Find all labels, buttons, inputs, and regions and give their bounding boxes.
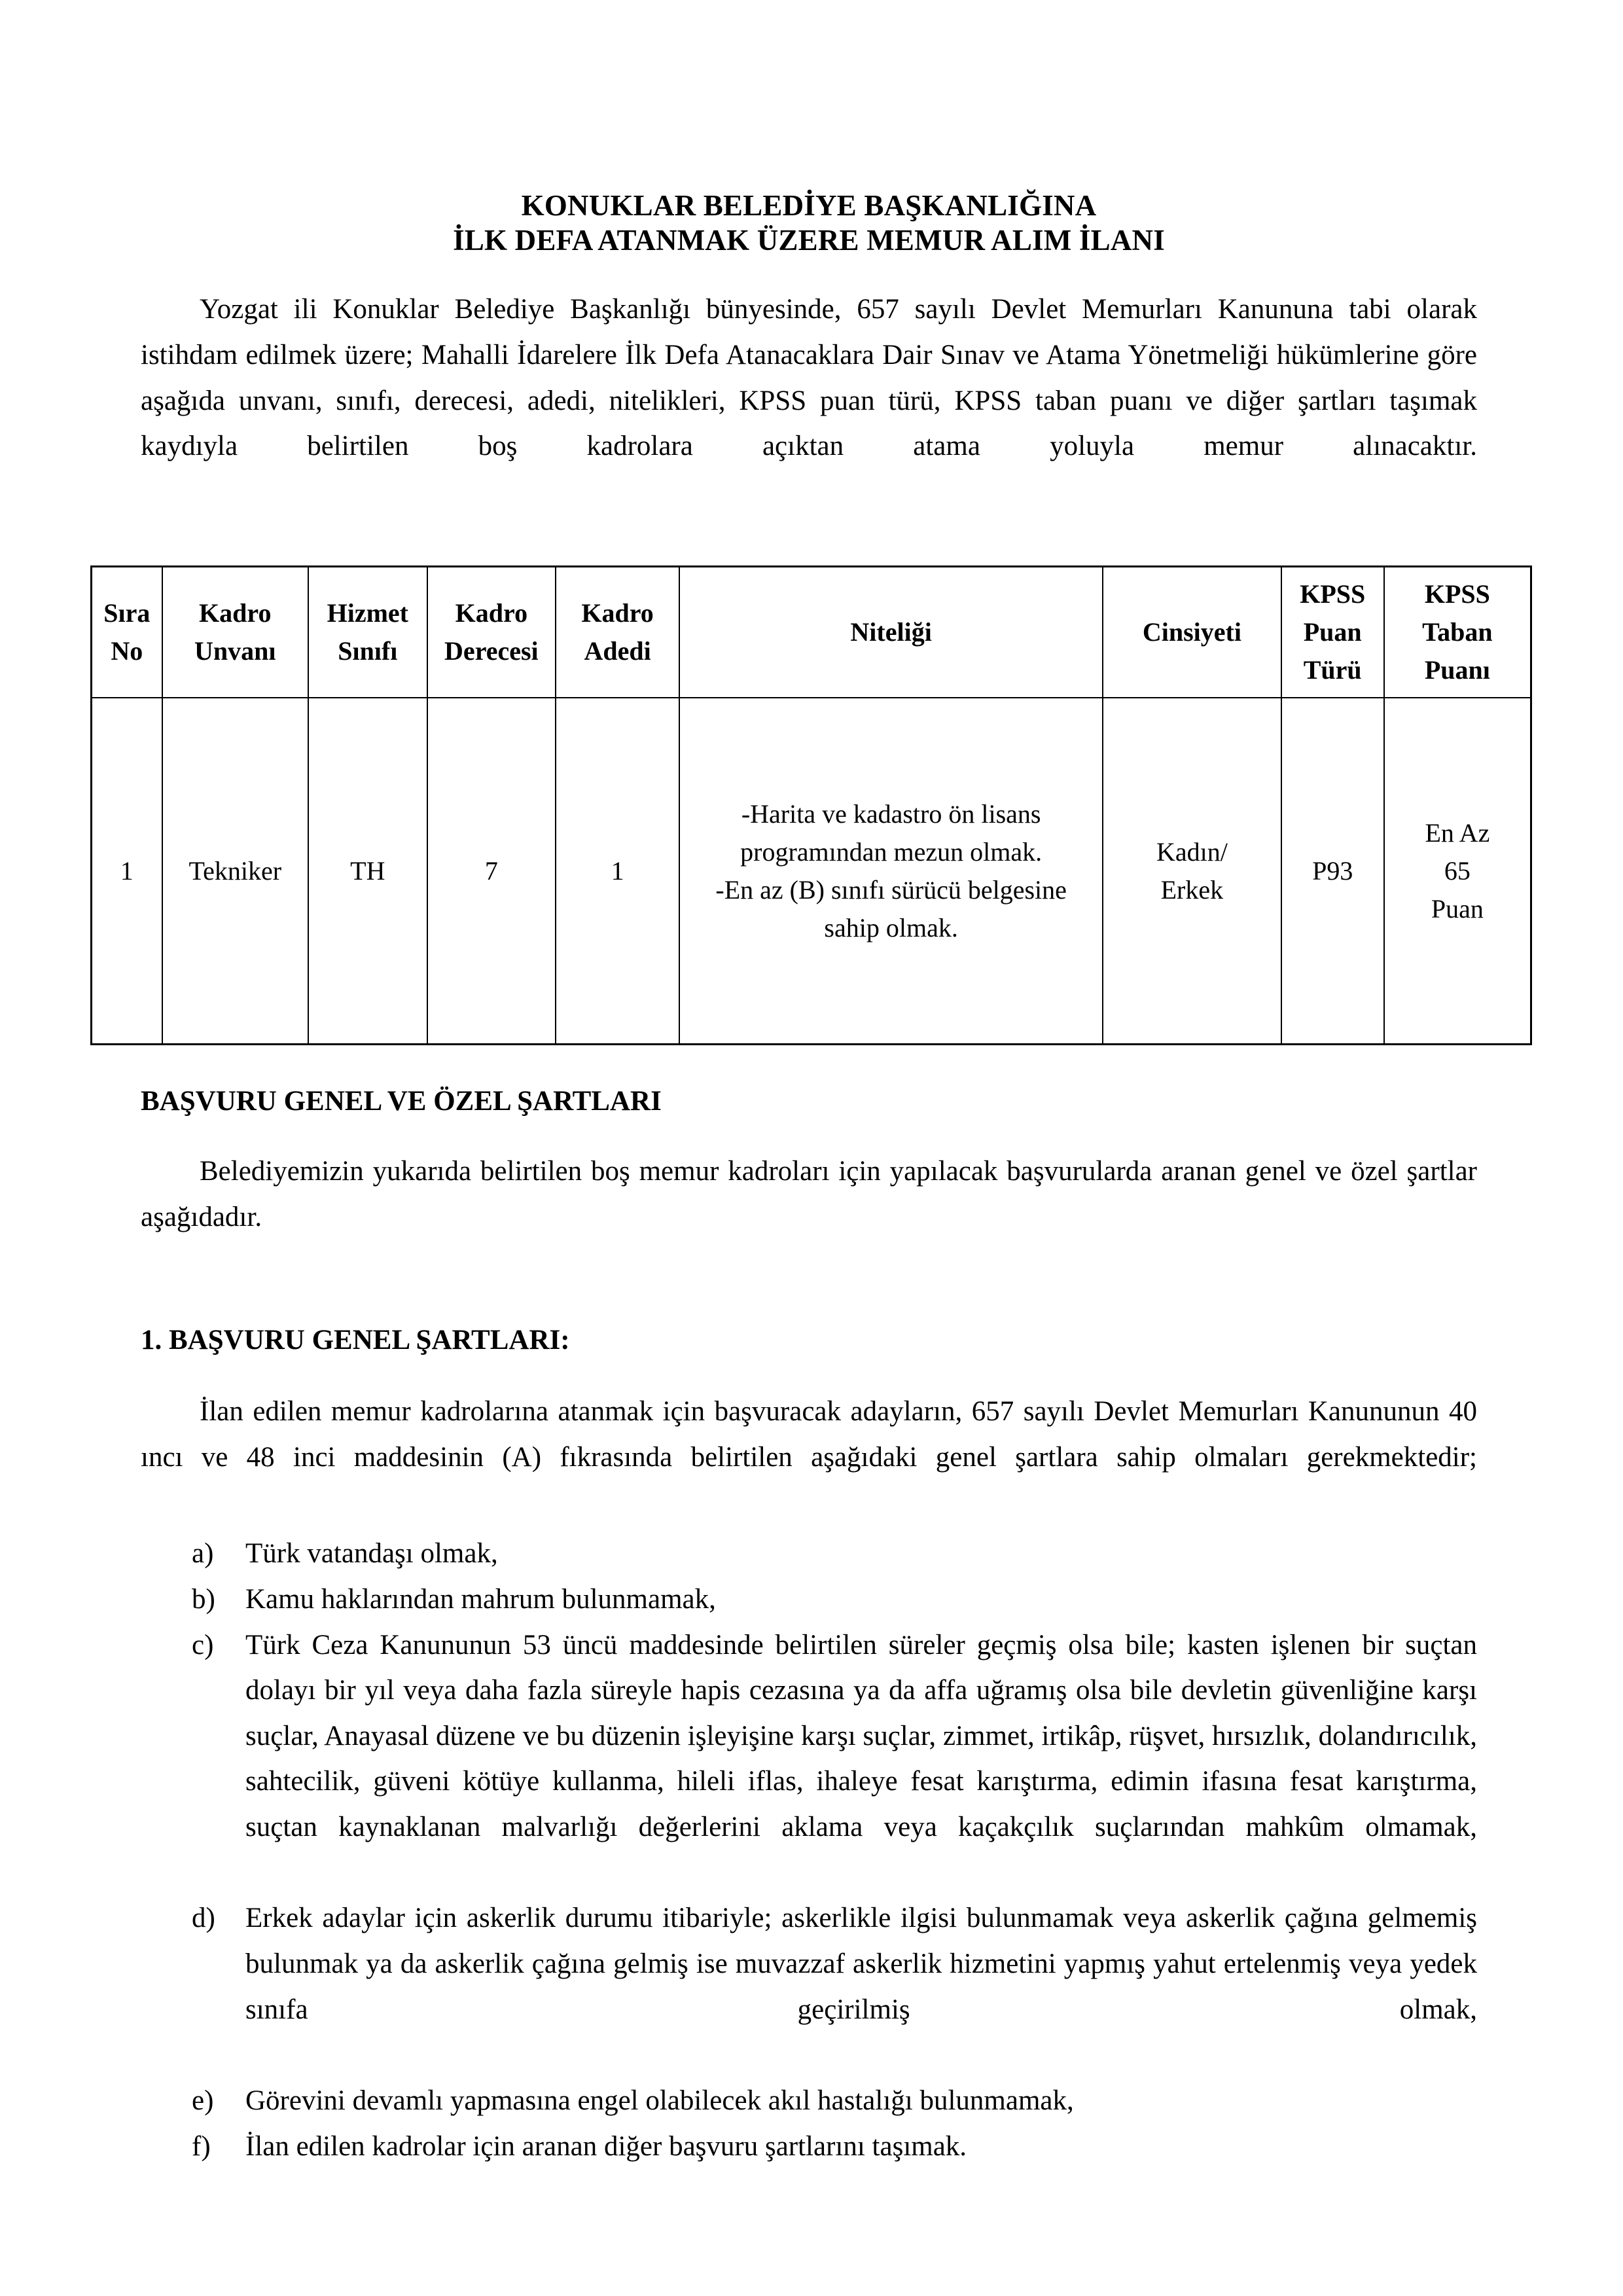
header-part: Kadro (199, 598, 272, 628)
header-part: Puanı (1424, 655, 1490, 685)
list-marker: b) (192, 1583, 215, 1615)
header-part: Cinsiyeti (1142, 617, 1241, 647)
cell-kpss-taban-puani (1384, 698, 1531, 1045)
intro-paragraph: Yozgat ili Konuklar Belediye Başkanlığı bünyesinde, 657 sayılı Devlet Memurları Kanununa tabi olarak istihdam edilmek üzere; Mahalli İdarelere İlk Defa Atanacaklara Dair Sınav ve Atama Yönetmeliği hükümlerine göre aşağıda unvanı, sınıfı, derecesi, adedi, nitelikleri, KPSS puan türü, KPSS taban puanı ve diğer şartları taşımak kaydıyla belirtilen boş kadrolara açıktan atama yoluyla memur alınacaktır. (141, 294, 1477, 462)
document-title (141, 188, 1477, 258)
cell-kadro-adedi: 1 (556, 698, 679, 1045)
column-header-kpss-taban-puani (1384, 567, 1531, 698)
taban-puan-line: 65 (1444, 855, 1471, 886)
header-part: Sınıfı (338, 636, 398, 666)
list-item (141, 2078, 1477, 2124)
header-part: No (111, 636, 143, 666)
cell-hizmet-sinifi: TH (308, 698, 427, 1045)
taban-puan-line: En Az (1425, 817, 1490, 848)
list-marker: c) (192, 1629, 214, 1660)
header-part: KPSS (1300, 579, 1366, 609)
list-marker: d) (192, 1903, 215, 1934)
column-header-niteligi (679, 567, 1103, 698)
list-item-text: İlan edilen kadrolar için aranan diğer başvuru şartlarını taşımak. (245, 2130, 967, 2162)
nitelik-line: -En az (B) sınıfı sürücü belgesine sahip olmak. (715, 874, 1067, 942)
cell-kpss-puan-turu: P93 (1281, 698, 1384, 1045)
general-conditions-list (141, 1531, 1477, 2169)
paragraph-belediyemizin: Belediyemizin yukarıda belirtilen boş memur kadroları için yapılacak başvurularda aranan genel ve özel şartlar aşağıdadır. (141, 1156, 1477, 1233)
cinsiyet-line: Kadın/ (1156, 836, 1228, 867)
column-header-kpss-puan-turu (1281, 567, 1384, 698)
list-marker: e) (192, 2085, 214, 2117)
header-part: Derecesi (444, 636, 539, 666)
column-header-hizmet-sinifi (308, 567, 427, 698)
cell-kadro-derecesi: 7 (427, 698, 556, 1045)
cell-sira-no: 1 (92, 698, 162, 1045)
header-part: Puan (1303, 617, 1362, 647)
kadro-table (90, 565, 1532, 1045)
list-marker: a) (192, 1538, 214, 1570)
column-header-kadro-derecesi (427, 567, 556, 698)
header-part: Kadro (581, 598, 654, 628)
list-item (141, 1577, 1477, 1623)
header-part: Taban (1422, 617, 1493, 647)
header-part: Niteliği (850, 617, 932, 647)
column-header-sira-no (92, 567, 162, 698)
page-content (103, 0, 1493, 2169)
cell-cinsiyeti (1103, 698, 1281, 1045)
header-part: KPSS (1424, 579, 1490, 609)
header-part: Adedi (584, 636, 651, 666)
list-marker: f) (192, 2130, 211, 2162)
title-line-1: KONUKLAR BELEDİYE BAŞKANLIĞINA (521, 189, 1097, 222)
list-item (141, 1531, 1477, 1577)
list-item-text: Türk vatandaşı olmak, (245, 1538, 498, 1570)
table-header-row (92, 567, 1531, 698)
list-item (141, 1895, 1477, 2078)
header-part: Unvanı (194, 636, 276, 666)
list-item-text: Türk Ceza Kanununun 53 üncü maddesinde belirtilen süreler geçmiş olsa bile; kasten işlenen bir suçtan dolayı bir yıl veya daha fazla süreyle hapis cezasına ya da affa uğramış olsa bile devletin güvenliğine karşı suçlar, Anayasal düzene ve bu düzenin işleyişine karşı suçlar, zimmet, irtikâp, rüşvet, hırsızlık, dolandırıcılık, sahtecilik, güveni kötüye kullanma, hileli iflas, ihaleye fesat karıştırma, edimin ifasına fesat karıştırma, suçtan kaynaklanan malvarlığı değerlerini aklama veya kaçakçılık suçlarından mahkûm olmamak, (245, 1629, 1477, 1843)
kadro-table-wrapper (90, 565, 1532, 1045)
header-part: Türü (1303, 655, 1362, 685)
header-part: Kadro (455, 598, 528, 628)
table-row (92, 698, 1531, 1045)
heading-basvuru-genel-sartlari: 1. BAŞVURU GENEL ŞARTLARI: (141, 1325, 570, 1356)
list-item-text: Erkek adaylar için askerlik durumu itibariyle; askerlikle ilgisi bulunmamak veya askerlik çağına gelmemiş bulunmak ya da askerlik çağına gelmiş ise muvazzaf askerlik hizmetini yapmış yahut ertelenmiş veya yedek sınıfa geçirilmiş olmak, (245, 1903, 1477, 2025)
title-line-2: İLK DEFA ATANMAK ÜZERE MEMUR ALIM İLANI (453, 224, 1165, 257)
cell-kadro-unvani: Tekniker (162, 698, 308, 1045)
list-item (141, 1623, 1477, 1896)
cell-niteligi (679, 698, 1103, 1045)
paragraph-ilan-edilen: İlan edilen memur kadrolarına atanmak için başvuracak adayların, 657 sayılı Devlet Memurları Kanununun 40 ıncı ve 48 inci maddesinin (A) fıkrasında belirtilen aşağıdaki genel şartlara sahip olmaları gerekmektedir; (141, 1396, 1477, 1473)
column-header-kadro-unvani (162, 567, 308, 698)
list-item-text: Kamu haklarından mahrum bulunmamak, (245, 1583, 716, 1615)
header-part: Hizmet (327, 598, 408, 628)
header-part: Sıra (103, 598, 151, 628)
column-header-cinsiyeti (1103, 567, 1281, 698)
column-header-kadro-adedi (556, 567, 679, 698)
cinsiyet-line: Erkek (1160, 874, 1224, 905)
heading-basvuru-genel-ve-ozel-sartlari: BAŞVURU GENEL VE ÖZEL ŞARTLARI (141, 1086, 662, 1117)
list-item-text: Görevini devamlı yapmasına engel olabilecek akıl hastalığı bulunmamak, (245, 2085, 1074, 2117)
taban-puan-line: Puan (1431, 893, 1484, 924)
list-item (141, 2124, 1477, 2170)
nitelik-line: -Harita ve kadastro ön lisans programından mezun olmak. (740, 798, 1043, 867)
